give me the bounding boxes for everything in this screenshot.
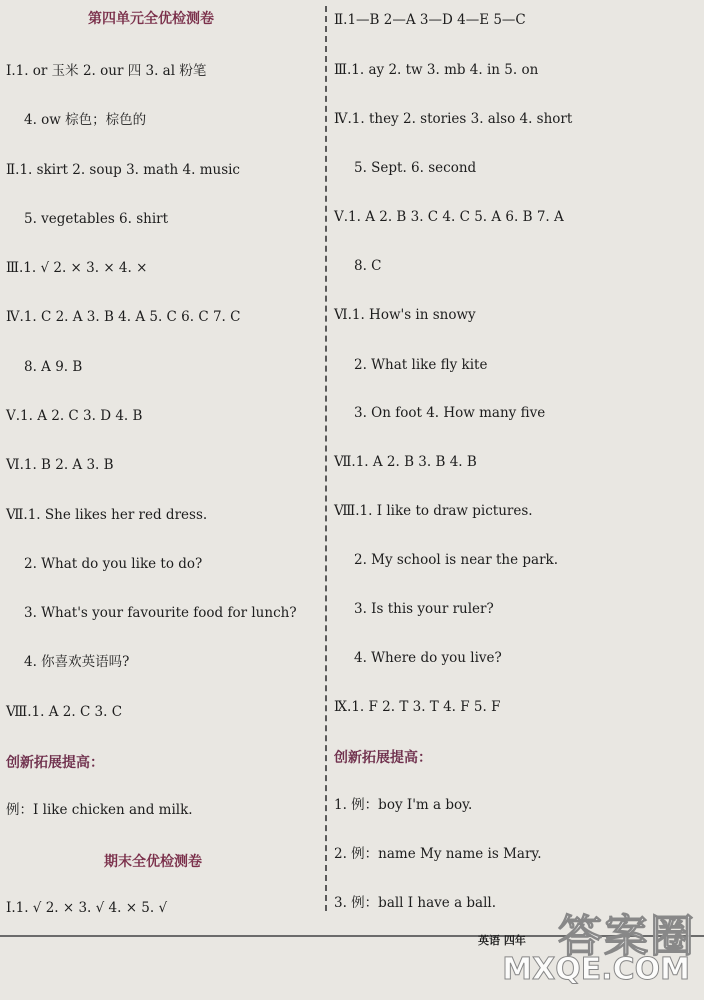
- answer-line: Ⅴ.1. A 2. C 3. D 4. B: [6, 408, 143, 424]
- example-line: 例：I like chicken and milk.: [6, 802, 193, 818]
- answer-line: 3. What's your favourite food for lunch?: [24, 605, 297, 621]
- watermark-url: MXQE.COM: [502, 952, 690, 987]
- column-divider: [325, 6, 327, 911]
- answer-line: Ⅶ.1. A 2. B 3. B 4. B: [334, 454, 477, 470]
- answer-line: Ⅸ.1. F 2. T 3. T 4. F 5. F: [334, 699, 501, 715]
- final-test-title: 期末全优检测卷: [104, 854, 202, 870]
- answer-line: 8. C: [354, 258, 382, 274]
- answer-line: Ⅷ.1. I like to draw pictures.: [334, 503, 533, 519]
- answer-line: 2. What do you like to do?: [24, 556, 203, 572]
- answer-line: Ⅶ.1. She likes her red dress.: [6, 507, 208, 523]
- footer-subject: 英语 四年: [478, 934, 526, 947]
- answer-line: 2. What like fly kite: [354, 357, 488, 373]
- answer-line: Ⅲ.1. ay 2. tw 3. mb 4. in 5. on: [334, 62, 539, 78]
- extension-heading: 创新拓展提高：: [6, 755, 104, 771]
- example-line: 2. 例：name My name is Mary.: [334, 846, 542, 862]
- answer-line: Ⅳ.1. C 2. A 3. B 4. A 5. C 6. C 7. C: [6, 309, 241, 325]
- answer-line: Ⅱ.1—B 2—A 3—D 4—E 5—C: [334, 12, 526, 28]
- answer-line: 3. On foot 4. How many five: [354, 405, 546, 421]
- answer-line: 4. ow 棕色；棕色的: [24, 112, 147, 128]
- answer-line: 8. A 9. B: [24, 359, 83, 375]
- example-line: 1. 例：boy I'm a boy.: [334, 797, 473, 813]
- unit4-test-title: 第四单元全优检测卷: [88, 11, 214, 27]
- answer-line: 4. 你喜欢英语吗?: [24, 654, 130, 670]
- answer-line: Ⅵ.1. How's in snowy: [334, 307, 476, 323]
- answer-line: 2. My school is near the park.: [354, 552, 558, 568]
- answer-line: 5. vegetables 6. shirt: [24, 211, 169, 227]
- answer-line: Ⅰ.1. √ 2. × 3. √ 4. × 5. √: [6, 900, 168, 916]
- answer-line: Ⅷ.1. A 2. C 3. C: [6, 704, 123, 720]
- answer-line: Ⅴ.1. A 2. B 3. C 4. C 5. A 6. B 7. A: [334, 209, 564, 225]
- answer-line: 5. Sept. 6. second: [354, 160, 477, 176]
- answer-line: 4. Where do you live?: [354, 650, 502, 666]
- answer-line: Ⅲ.1. √ 2. × 3. × 4. ×: [6, 260, 148, 276]
- answer-line: Ⅰ.1. or 玉米 2. our 四 3. al 粉笔: [6, 63, 207, 79]
- answer-line: 3. Is this your ruler?: [354, 601, 494, 617]
- extension-heading: 创新拓展提高：: [334, 750, 432, 766]
- answer-line: Ⅱ.1. skirt 2. soup 3. math 4. music: [6, 162, 240, 178]
- watermark-logo: 答案圈: [558, 911, 696, 962]
- answer-line: Ⅵ.1. B 2. A 3. B: [6, 457, 114, 473]
- answer-line: Ⅳ.1. they 2. stories 3. also 4. short: [334, 111, 573, 127]
- example-line: 3. 例：ball I have a ball.: [334, 895, 497, 911]
